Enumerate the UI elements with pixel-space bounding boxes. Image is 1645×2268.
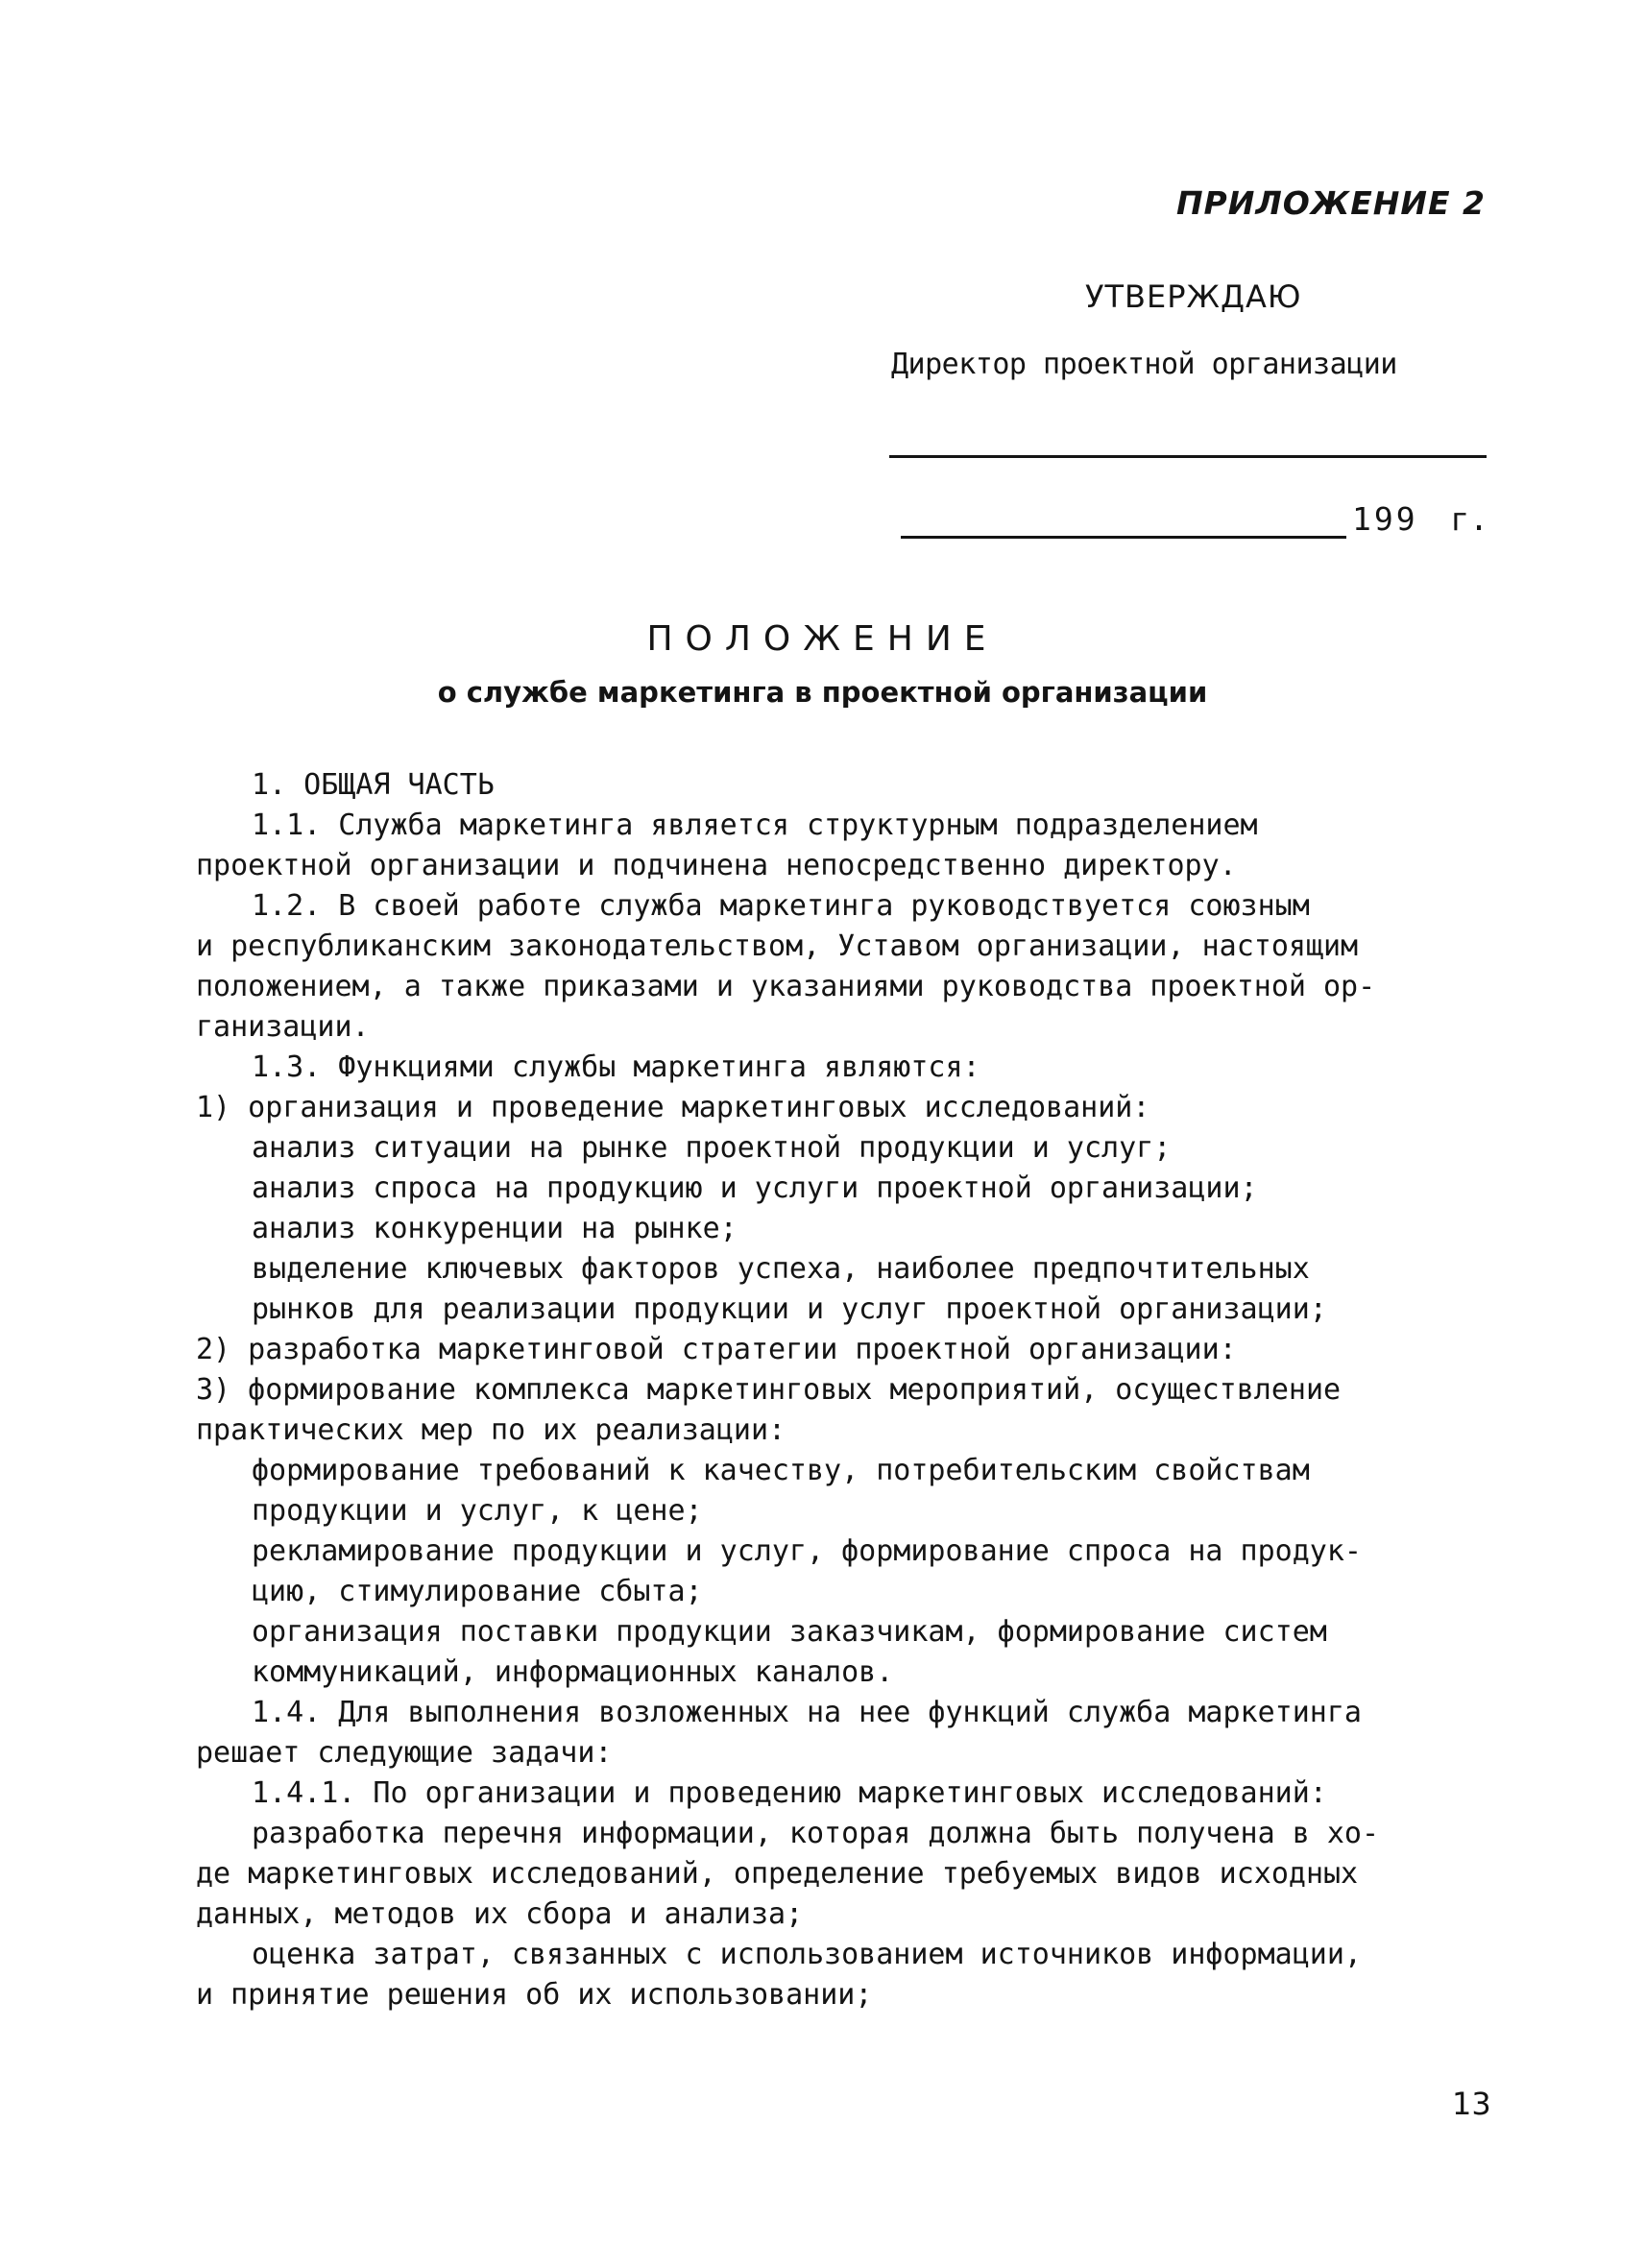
director-title: Директор проектной организации <box>891 348 1397 381</box>
text-line: 1.1. Служба маркетинга является структурным подразделением <box>252 808 1258 842</box>
text-line: выделение ключевых факторов успеха, наиболее предпочтительных <box>252 1252 1310 1286</box>
date-row <box>901 500 1488 546</box>
list-item: 3) формирование комплекса маркетинговых мероприятий, осуществление <box>196 1373 1342 1407</box>
text-line: проектной организации и подчинена непосредственно директору. <box>196 849 1237 882</box>
page-number: 13 <box>1452 2086 1491 2122</box>
text-line: анализ спроса на продукцию и услуги проектной организации; <box>252 1171 1258 1205</box>
document-title: ПОЛОЖЕНИЕ <box>646 619 999 659</box>
text-line: анализ ситуации на рынке проектной продукции и услуг; <box>252 1131 1172 1165</box>
text-line: де маркетинговых исследований, определение требуемых видов исходных <box>196 1857 1359 1891</box>
text-line: 1.2. В своей работе служба маркетинга руководствуется союзным <box>252 889 1310 923</box>
text-line: рекламирование продукции и услуг, формирование спроса на продук- <box>252 1534 1362 1568</box>
text-line: данных, методов их сбора и анализа; <box>196 1897 804 1931</box>
text-line: положением, а также приказами и указаниями руководства проектной ор- <box>196 970 1376 1003</box>
document-subtitle: о службе маркетинга в проектной организации <box>437 676 1208 709</box>
section-heading: 1. ОБЩАЯ ЧАСТЬ <box>252 768 495 802</box>
text-line: разработка перечня информации, которая должна быть получена в хо- <box>252 1817 1379 1850</box>
appendix-label: ПРИЛОЖЕНИЕ 2 <box>1175 184 1486 222</box>
text-line: 1.4.1. По организации и проведению маркетинговых исследований: <box>252 1776 1327 1810</box>
signature-line <box>889 455 1487 458</box>
text-line: оценка затрат, связанных с использованием источников информации, <box>252 1938 1362 1971</box>
text-line: анализ конкуренции на рынке; <box>252 1212 738 1245</box>
text-line: 1.3. Функциями службы маркетинга являются: <box>252 1050 980 1084</box>
text-line: организация поставки продукции заказчикам, формирование систем <box>252 1615 1327 1649</box>
text-line: продукции и услуг, к цене; <box>252 1494 703 1528</box>
text-line: формирование требований к качеству, потребительским свойствам <box>252 1454 1310 1487</box>
list-item: 2) разработка маркетинговой стратегии проектной организации: <box>196 1333 1237 1366</box>
text-line: рынков для реализации продукции и услуг проектной организации; <box>252 1292 1327 1326</box>
text-line: ганизации. <box>196 1010 370 1044</box>
text-line: цию, стимулирование сбыта; <box>252 1575 703 1608</box>
date-year: 199 <box>1352 500 1418 538</box>
text-line: и принятие решения об их использовании; <box>196 1978 873 2012</box>
text-line: решает следующие задачи: <box>196 1736 613 1770</box>
text-line: 1.4. Для выполнения возложенных на нее функций служба маркетинга <box>252 1696 1362 1729</box>
date-blank-line <box>901 536 1346 539</box>
text-line: практических мер по их реализации: <box>196 1413 786 1447</box>
approval-stamp-label: УТВЕРЖДАЮ <box>1085 278 1302 315</box>
date-year-suffix: г. <box>1450 500 1488 538</box>
text-line: и республиканским законодательством, Уставом организации, настоящим <box>196 929 1359 963</box>
list-item: 1) организация и проведение маркетинговых исследований: <box>196 1091 1150 1124</box>
text-line: коммуникаций, информационных каналов. <box>252 1655 894 1689</box>
